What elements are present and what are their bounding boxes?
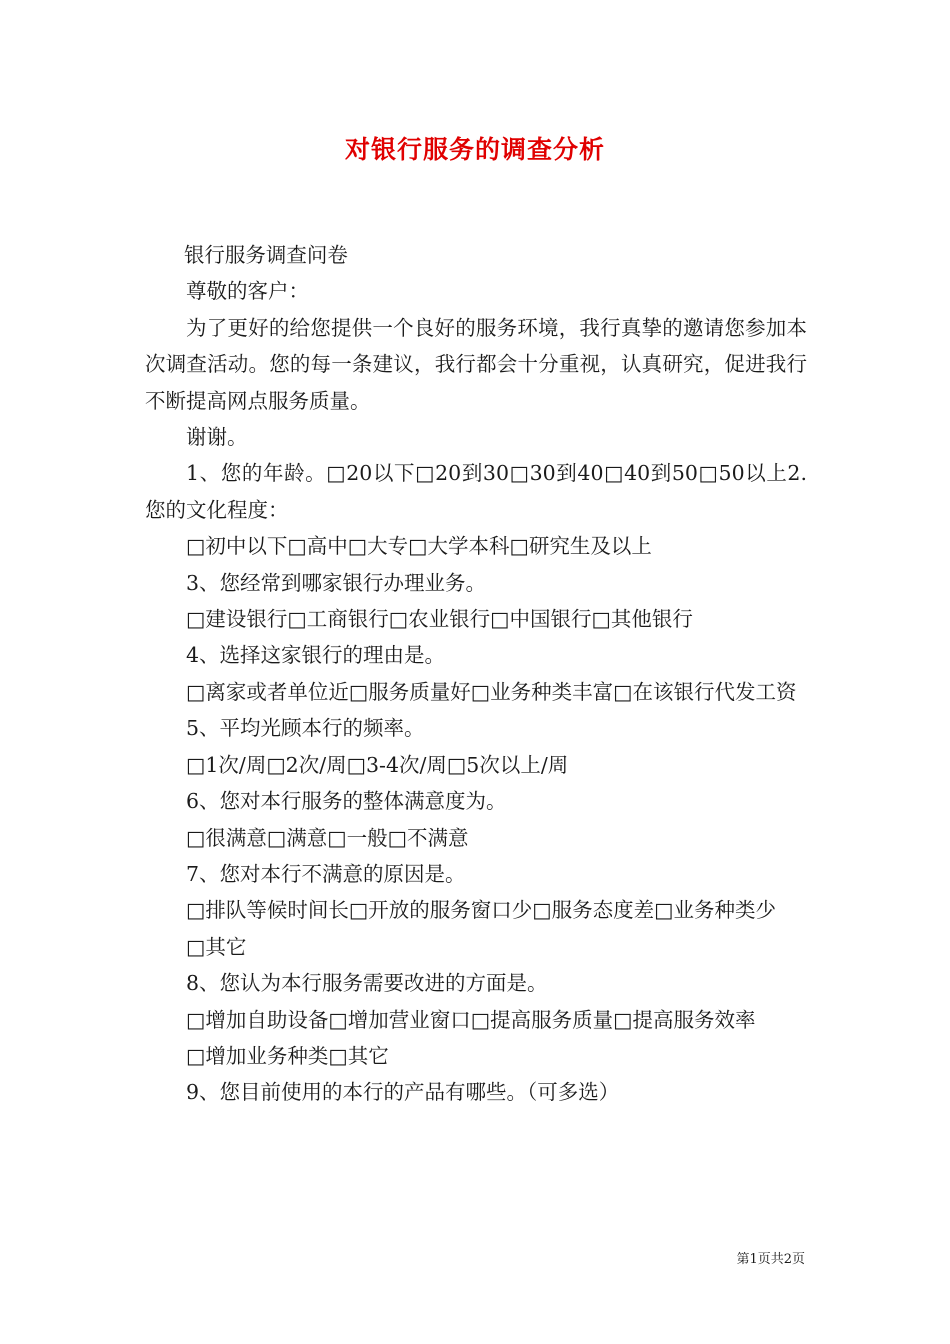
paragraph: □1次/周□2次/周□3-4次/周□5次以上/周 bbox=[186, 752, 569, 777]
paragraph: □排队等候时间长□开放的服务窗口少□服务态度差□业务种类少 bbox=[186, 898, 776, 923]
page-number-footer: 第1页共2页 bbox=[736, 1252, 805, 1267]
paragraph: 4、选择这家银行的理由是。 bbox=[186, 643, 446, 668]
paragraph: □增加业务种类□其它 bbox=[186, 1043, 389, 1068]
paragraph: □很满意□满意□一般□不满意 bbox=[186, 825, 469, 850]
paragraph: 7、您对本行不满意的原因是。 bbox=[186, 861, 466, 886]
paragraph: 尊敬的客户： bbox=[186, 279, 309, 304]
paragraph: 银行服务调查问卷 bbox=[183, 243, 348, 267]
paragraph: 为了更好的给您提供一个良好的服务环境，我行真挚的邀请您参加本次调查活动。您的每一条建议，我行都会十分重视，认真研究，促进我行不断提高网点服务质量。 bbox=[145, 315, 807, 413]
paragraph: 9、您目前使用的本行的产品有哪些。（可多选） bbox=[186, 1080, 620, 1105]
paragraph: 5、平均光顾本行的频率。 bbox=[186, 716, 425, 741]
paragraph: 3、您经常到哪家银行办理业务。 bbox=[186, 570, 487, 595]
paragraph: 6、您对本行服务的整体满意度为。 bbox=[186, 789, 507, 814]
paragraph: □离家或者单位近□服务质量好□业务种类丰富□在该银行代发工资 bbox=[186, 679, 797, 704]
paragraph: 1、您的年龄。□20以下□20到30□30到40□40到50□50以上2.您的文化程度： bbox=[145, 461, 807, 522]
paragraph: □其它 bbox=[186, 934, 247, 959]
document-body bbox=[145, 237, 807, 1111]
paragraph: □初中以下□高中□大专□大学本科□研究生及以上 bbox=[186, 534, 652, 559]
paragraph: □建设银行□工商银行□农业银行□中国银行□其他银行 bbox=[186, 607, 693, 632]
document-title: 对银行服务的调查分析 bbox=[344, 135, 605, 164]
paragraph: 谢谢。 bbox=[186, 425, 248, 450]
paragraph: 8、您认为本行服务需要改进的方面是。 bbox=[186, 971, 548, 996]
paragraph: □增加自助设备□增加营业窗口□提高服务质量□提高服务效率 bbox=[186, 1007, 756, 1032]
